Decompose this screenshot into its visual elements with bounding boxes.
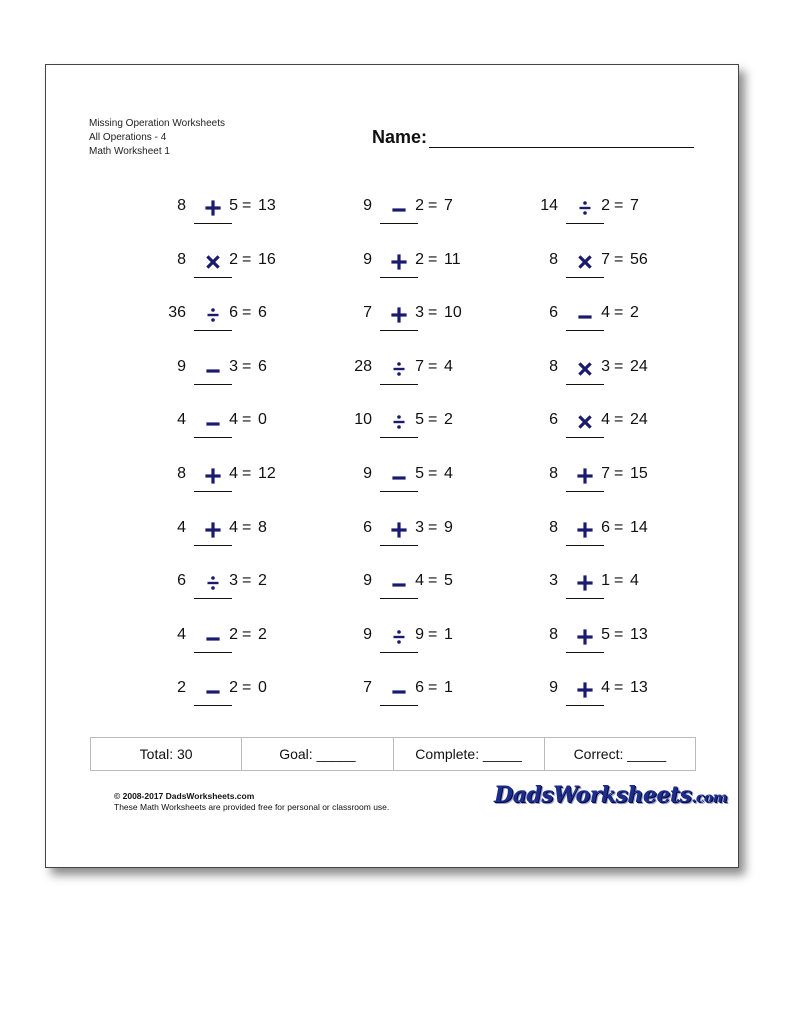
answer-blank[interactable] — [380, 491, 418, 492]
result: 7 — [444, 197, 453, 214]
equals-sign: = — [428, 197, 438, 214]
operand-b: 5 — [601, 625, 610, 643]
operand-b: 4 — [229, 411, 238, 429]
operand-b: 3 — [415, 518, 424, 536]
equals-sign: = — [242, 411, 252, 429]
equals-sign: = — [428, 250, 438, 268]
result: 13 — [630, 679, 648, 697]
problem-item — [146, 572, 346, 616]
result: 13 — [630, 625, 648, 643]
problem-item — [146, 679, 346, 723]
equals-sign: = — [242, 197, 252, 214]
operand-b: 6 — [229, 304, 238, 322]
result: 0 — [258, 411, 267, 429]
result: 5 — [444, 572, 453, 590]
problem-item — [518, 519, 718, 563]
problem-item — [518, 358, 718, 402]
equals-sign: = — [242, 250, 252, 268]
equals-sign: = — [428, 572, 438, 590]
equals-sign: = — [614, 465, 624, 482]
operand-b: 4 — [601, 411, 610, 429]
answer-blank[interactable] — [566, 652, 604, 653]
operand-b: 2 — [415, 250, 424, 268]
equals-sign: = — [428, 679, 438, 697]
answer-blank[interactable] — [566, 545, 604, 546]
result: 4 — [444, 357, 453, 375]
problem-item — [332, 465, 532, 509]
problem-item — [332, 519, 532, 563]
operand-a: 36 — [168, 304, 186, 322]
problem-item — [332, 679, 532, 723]
operand-a: 4 — [177, 411, 186, 429]
operand-a: 9 — [363, 625, 372, 643]
result: 1 — [444, 679, 453, 697]
operand-b: 7 — [601, 465, 610, 482]
operand-b: 7 — [601, 250, 610, 268]
answer-blank[interactable] — [566, 598, 604, 599]
problem-item — [332, 304, 532, 348]
problem-item — [146, 411, 346, 455]
result: 24 — [630, 411, 648, 429]
problem-item — [146, 251, 346, 295]
equals-sign: = — [428, 518, 438, 536]
answer-blank[interactable] — [566, 705, 604, 706]
result: 16 — [258, 250, 276, 268]
result: 6 — [258, 304, 267, 322]
operand-b: 2 — [229, 679, 238, 697]
name-line[interactable] — [429, 129, 694, 148]
operand-b: 7 — [415, 357, 424, 375]
operand-b: 2 — [229, 625, 238, 643]
equals-sign: = — [614, 679, 624, 697]
answer-blank[interactable] — [380, 598, 418, 599]
result: 9 — [444, 518, 453, 536]
operand-a: 8 — [549, 250, 558, 268]
equals-sign: = — [428, 411, 438, 429]
problem-item — [146, 304, 346, 348]
operand-b: 3 — [415, 304, 424, 322]
problem-item — [518, 626, 718, 670]
result: 12 — [258, 465, 276, 482]
equals-sign: = — [614, 304, 624, 322]
equals-sign: = — [242, 518, 252, 536]
answer-blank[interactable] — [194, 598, 232, 599]
equals-sign: = — [242, 357, 252, 375]
result: 14 — [630, 518, 648, 536]
problem-item — [146, 358, 346, 402]
usage-note: These Math Worksheets are provided free for personal or classroom use. — [114, 802, 390, 812]
correct-cell[interactable]: Correct: _____ — [573, 746, 667, 762]
problem-item — [332, 411, 532, 455]
equals-sign: = — [614, 197, 624, 214]
operand-b: 2 — [229, 250, 238, 268]
operand-a: 6 — [177, 572, 186, 590]
header-title: Missing Operation Worksheets — [89, 118, 225, 129]
operand-b: 4 — [601, 304, 610, 322]
operand-a: 7 — [363, 304, 372, 322]
operand-b: 4 — [601, 679, 610, 697]
operand-a: 6 — [363, 518, 372, 536]
operand-a: 8 — [549, 625, 558, 643]
operand-a: 3 — [549, 572, 558, 590]
problem-item — [518, 251, 718, 295]
operand-b: 3 — [229, 572, 238, 590]
equals-sign: = — [614, 518, 624, 536]
problem-item — [332, 358, 532, 402]
logo-tld: .com — [691, 790, 728, 806]
answer-blank[interactable] — [194, 705, 232, 706]
operand-a: 8 — [549, 357, 558, 375]
logo-main: DadsWorksheets — [494, 782, 692, 808]
answer-blank[interactable] — [380, 652, 418, 653]
problem-item — [518, 465, 718, 509]
answer-blank[interactable] — [380, 330, 418, 331]
name-label: Name: — [372, 127, 428, 147]
worksheet-page — [45, 64, 739, 868]
answer-blank[interactable] — [566, 437, 604, 438]
equals-sign: = — [428, 465, 438, 482]
complete-cell[interactable]: Complete: _____ — [394, 738, 545, 770]
problem-item — [518, 197, 718, 241]
answer-blank[interactable] — [566, 277, 604, 278]
operand-b: 5 — [229, 197, 238, 214]
operand-a: 6 — [549, 304, 558, 322]
answer-blank[interactable] — [566, 223, 604, 224]
operand-b: 1 — [601, 572, 610, 590]
result: 6 — [258, 357, 267, 375]
operand-a: 8 — [549, 465, 558, 482]
answer-blank[interactable] — [194, 277, 232, 278]
problem-item — [518, 411, 718, 455]
answer-blank[interactable] — [194, 545, 232, 546]
answer-blank[interactable] — [380, 545, 418, 546]
answer-blank[interactable] — [380, 437, 418, 438]
answer-blank[interactable] — [194, 652, 232, 653]
operand-b: 4 — [229, 465, 238, 482]
operand-a: 7 — [363, 679, 372, 697]
equals-sign: = — [242, 625, 252, 643]
header-subtitle: All Operations - 4 — [89, 132, 167, 143]
result: 2 — [630, 304, 639, 322]
operand-b: 6 — [601, 518, 610, 536]
problem-item — [146, 519, 346, 563]
header-worksheet-number: Math Worksheet 1 — [89, 146, 170, 157]
answer-blank[interactable] — [380, 277, 418, 278]
operand-a: 2 — [177, 679, 186, 697]
name-field[interactable] — [372, 127, 694, 148]
problem-item — [518, 304, 718, 348]
result: 56 — [630, 250, 648, 268]
equals-sign: = — [242, 465, 252, 482]
equals-sign: = — [614, 357, 624, 375]
equals-sign: = — [428, 304, 438, 322]
operand-a: 9 — [363, 572, 372, 590]
operand-a: 6 — [549, 411, 558, 429]
problem-item — [146, 626, 346, 670]
operand-a: 14 — [540, 197, 558, 214]
copyright-line: © 2008-2017 DadsWorksheets.com — [114, 791, 255, 801]
equals-sign: = — [242, 679, 252, 697]
answer-blank[interactable] — [194, 223, 232, 224]
operand-a: 9 — [549, 679, 558, 697]
operand-b: 2 — [601, 197, 610, 214]
operand-a: 8 — [177, 250, 186, 268]
operand-a: 9 — [177, 357, 186, 375]
result: 4 — [630, 572, 639, 590]
result: 13 — [258, 197, 276, 214]
score-table — [90, 737, 696, 771]
result: 4 — [444, 465, 453, 482]
answer-blank[interactable] — [194, 437, 232, 438]
result: 24 — [630, 357, 648, 375]
problem-item — [518, 679, 718, 723]
operand-b: 6 — [415, 679, 424, 697]
operand-a: 8 — [177, 197, 186, 214]
operand-a: 9 — [363, 197, 372, 214]
result: 11 — [444, 250, 461, 268]
operand-a: 4 — [177, 518, 186, 536]
dadsworksheets-logo — [494, 782, 727, 808]
problem-item — [332, 197, 532, 241]
problem-item — [146, 197, 346, 241]
result: 2 — [444, 411, 453, 429]
result: 15 — [630, 465, 648, 482]
operand-a: 8 — [177, 465, 186, 482]
goal-cell[interactable]: Goal: _____ — [242, 738, 393, 770]
operand-a: 9 — [363, 250, 372, 268]
answer-blank[interactable] — [566, 330, 604, 331]
equals-sign: = — [242, 304, 252, 322]
operand-b: 4 — [415, 572, 424, 590]
operand-b: 4 — [229, 518, 238, 536]
operand-a: 28 — [354, 357, 372, 375]
result: 1 — [444, 625, 453, 643]
result: 7 — [630, 197, 639, 214]
equals-sign: = — [614, 572, 624, 590]
total-cell: Total: 30 — [91, 738, 242, 770]
result: 2 — [258, 625, 267, 643]
equals-sign: = — [242, 572, 252, 590]
operand-a: 9 — [363, 465, 372, 482]
operand-b: 2 — [415, 197, 424, 214]
operand-b: 5 — [415, 465, 424, 482]
operand-b: 3 — [229, 357, 238, 375]
answer-blank[interactable] — [566, 491, 604, 492]
answer-blank[interactable] — [566, 384, 604, 385]
answer-blank[interactable] — [194, 330, 232, 331]
operand-a: 4 — [177, 625, 186, 643]
equals-sign: = — [614, 411, 624, 429]
answer-blank[interactable] — [380, 384, 418, 385]
result: 0 — [258, 679, 267, 697]
copyright-notice — [114, 791, 389, 813]
result: 10 — [444, 304, 462, 322]
answer-blank[interactable] — [194, 491, 232, 492]
operand-b: 5 — [415, 411, 424, 429]
operand-b: 9 — [415, 625, 424, 643]
problem-item — [332, 251, 532, 295]
worksheet-header — [89, 117, 225, 159]
problem-item — [146, 465, 346, 509]
answer-blank[interactable] — [380, 223, 418, 224]
equals-sign: = — [614, 250, 624, 268]
answer-blank[interactable] — [194, 384, 232, 385]
equals-sign: = — [614, 625, 624, 643]
problem-item — [332, 572, 532, 616]
result: 8 — [258, 518, 267, 536]
operand-a: 8 — [549, 518, 558, 536]
result: 2 — [258, 572, 267, 590]
problem-item — [518, 572, 718, 616]
operand-b: 3 — [601, 357, 610, 375]
operand-a: 10 — [354, 411, 372, 429]
equals-sign: = — [428, 625, 438, 643]
equals-sign: = — [428, 357, 438, 375]
problem-item — [332, 626, 532, 670]
answer-blank[interactable] — [380, 705, 418, 706]
